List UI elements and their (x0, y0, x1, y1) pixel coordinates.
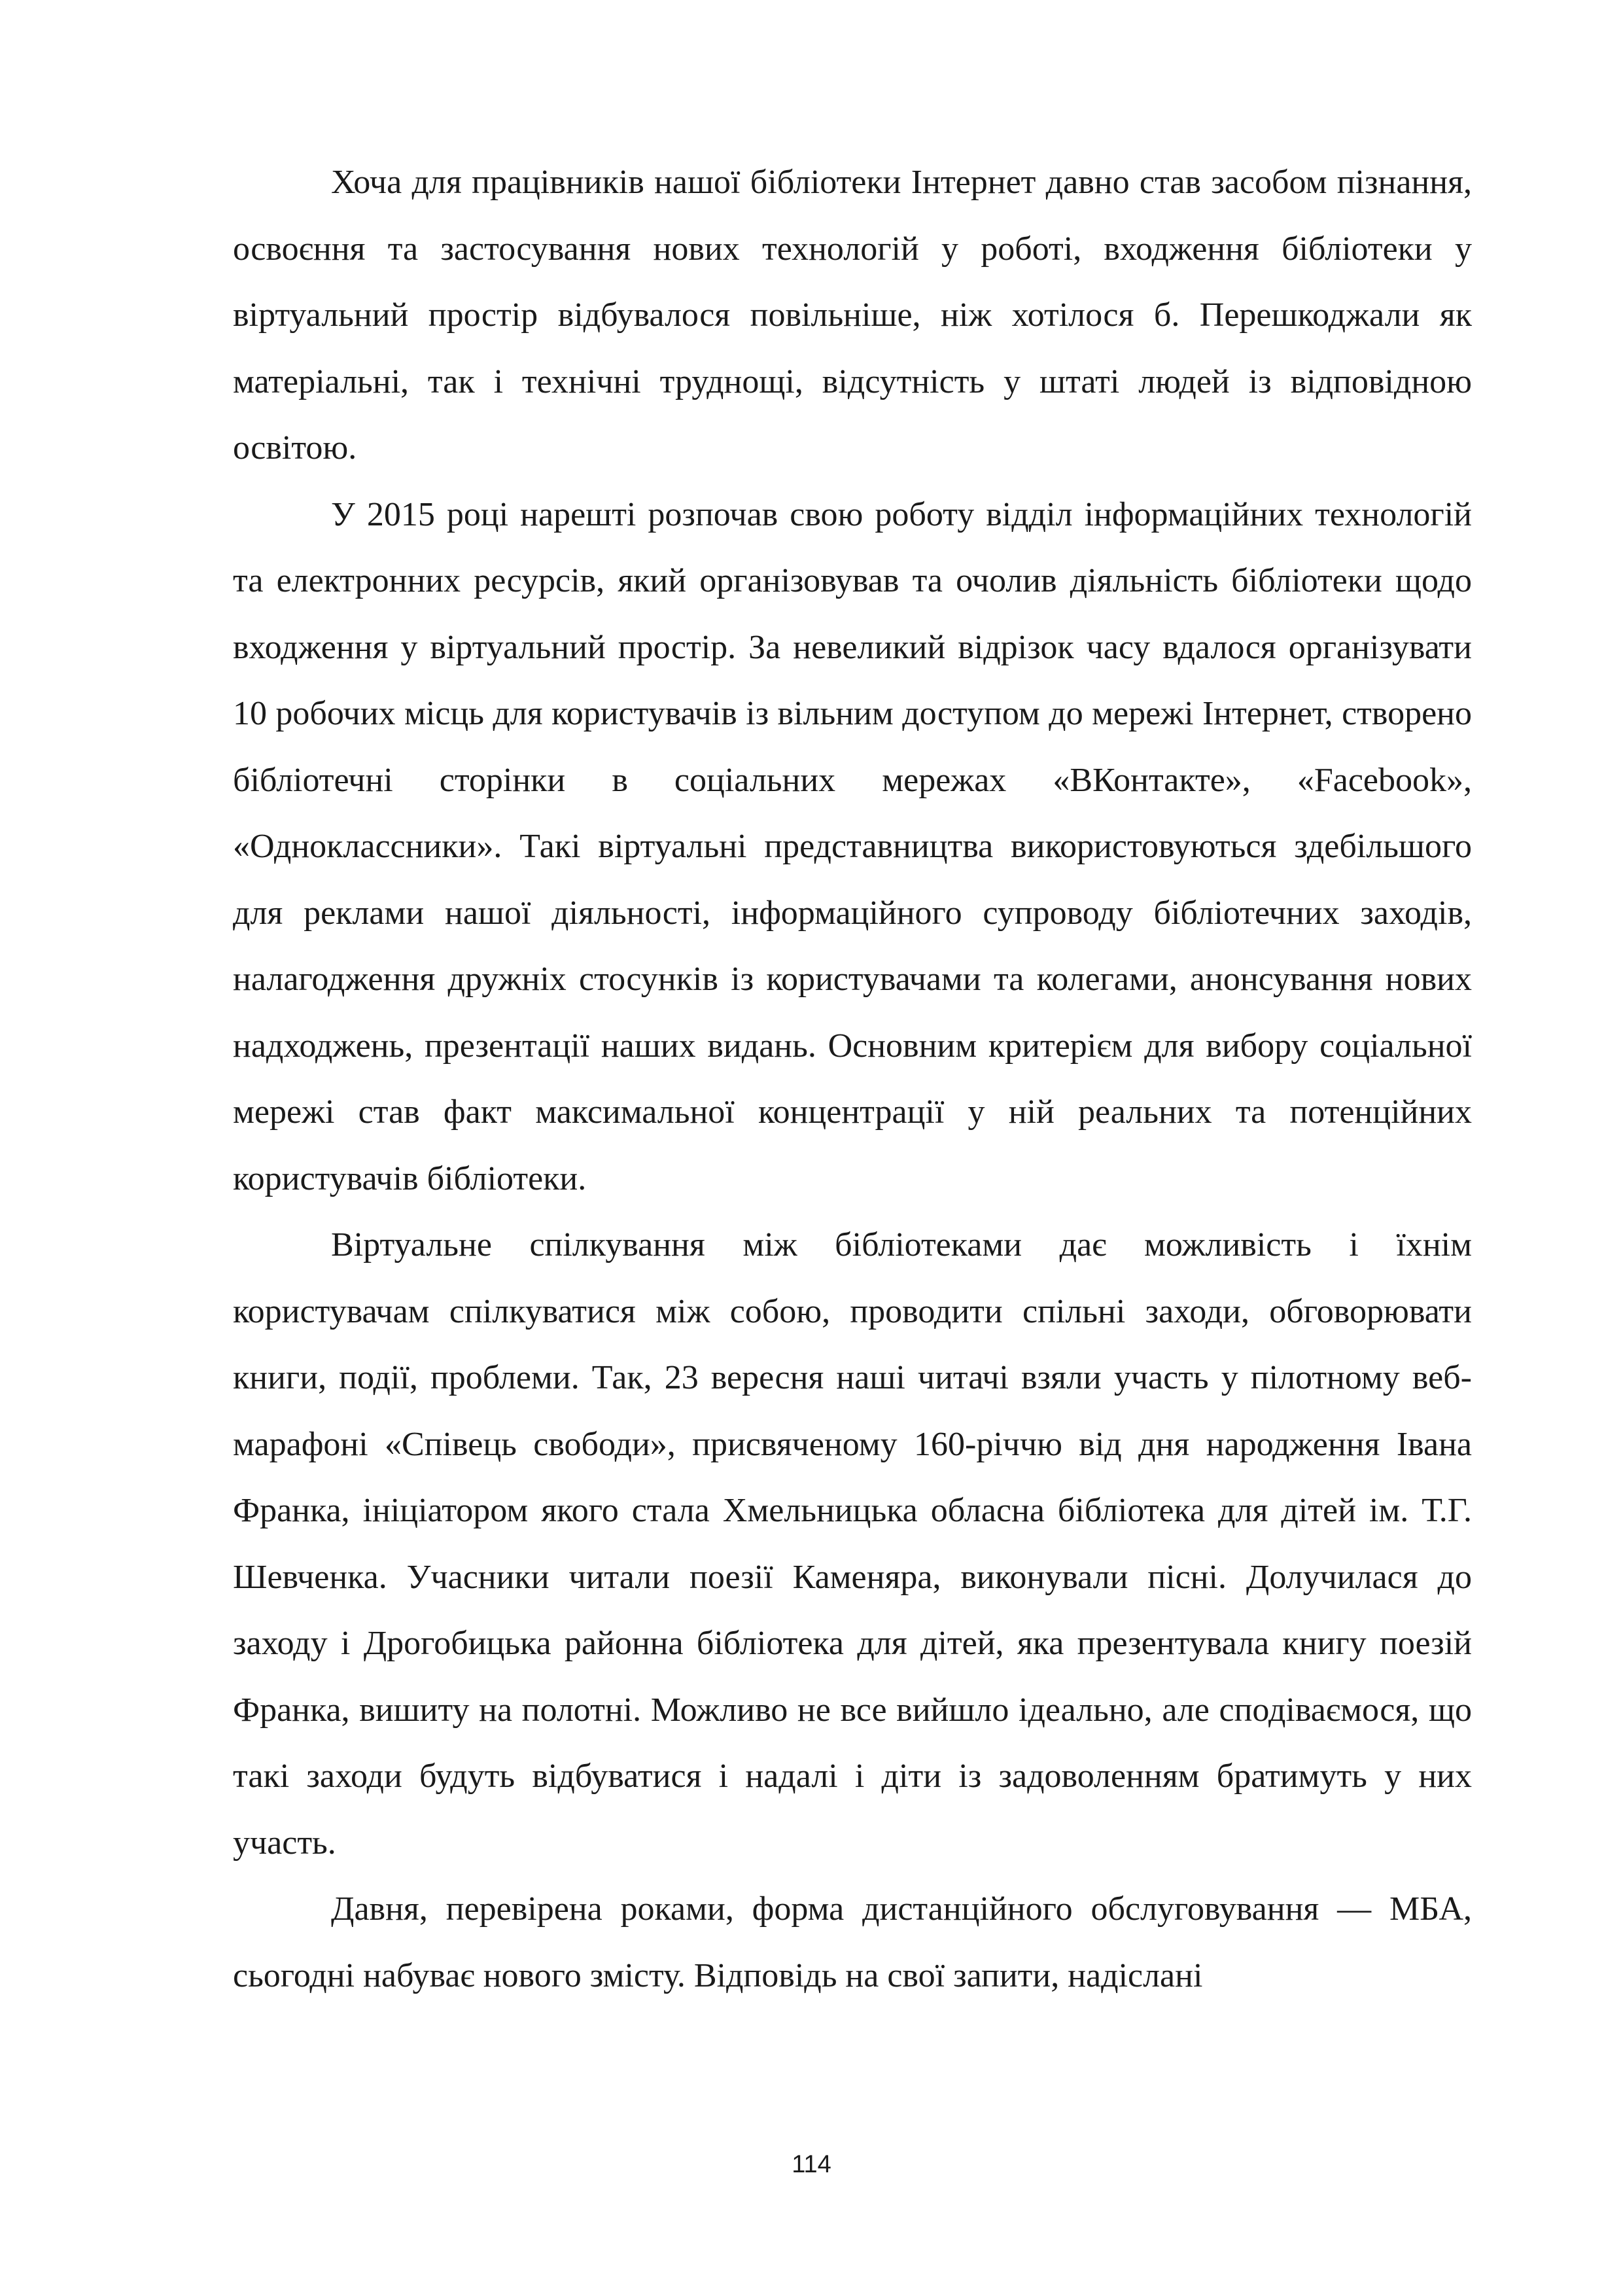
paragraph-4: Давня, перевірена роками, форма дистанційного обслуговування — МБА, сьогодні набуває нового змісту. Відповідь на свої запити, надіслані (233, 1890, 1472, 1994)
paragraph-3: Віртуальне спілкування між бібліотеками дає можливість і їхнім користувачам спілкуватися між собою, проводити спільні заходи, обговорювати книги, події, проблеми. Так, 23 вересня наші читачі взяли участь у пілотному веб-марафоні «Співець свободи», присвяченому 160-річчю від дня народження Івана Франка, ініціатором якого стала Хмельницька обласна бібліотека для дітей ім. Т.Г. Шевченка. Учасники читали поезії Каменяра, виконували пісні. Долучилася до заходу і Дрогобицька районна бібліотека для дітей, яка презентувала книгу поезій Франка, вишиту на полотні. Можливо не все вийшло ідеально, але сподіваємося, що такі заходи будуть відбуватися і надалі і діти із задоволенням братимуть у них участь. (233, 1226, 1472, 1862)
paragraph-1: Хоча для працівників нашої бібліотеки Інтернет давно став засобом пізнання, освоєння та застосування нових технологій у роботі, входження бібліотеки у віртуальний простір відбувалося повільніше, ніж хотілося б. Перешкоджали як матеріальні, так і технічні труднощі, відсутність у штаті людей із відповідною освітою. (233, 164, 1472, 467)
document-body (233, 149, 1472, 2009)
paragraph-2: У 2015 році нарешті розпочав свою роботу відділ інформаційних технологій та електронних ресурсів, який організовував та очолив діяльність бібліотеки щодо входження у віртуальний простір. За невеликий відрізок часу вдалося організувати 10 робочих місць для користувачів із вільним доступом до мережі Інтернет, створено бібліотечні сторінки в соціальних мережах «ВКонтакте», «Facebook», «Одноклассники». Такі віртуальні представництва використовуються здебільшого для реклами нашої діяльності, інформаційного супроводу бібліотечних заходів, налагодження дружніх стосунків із користувачами та колегами, анонсування нових надходжень, презентації наших видань. Основним критерієм для вибору соціальної мережі став факт максимальної концентрації у ній реальних та потенційних користувачів бібліотеки. (233, 495, 1472, 1197)
page-number: 114 (792, 2151, 831, 2178)
